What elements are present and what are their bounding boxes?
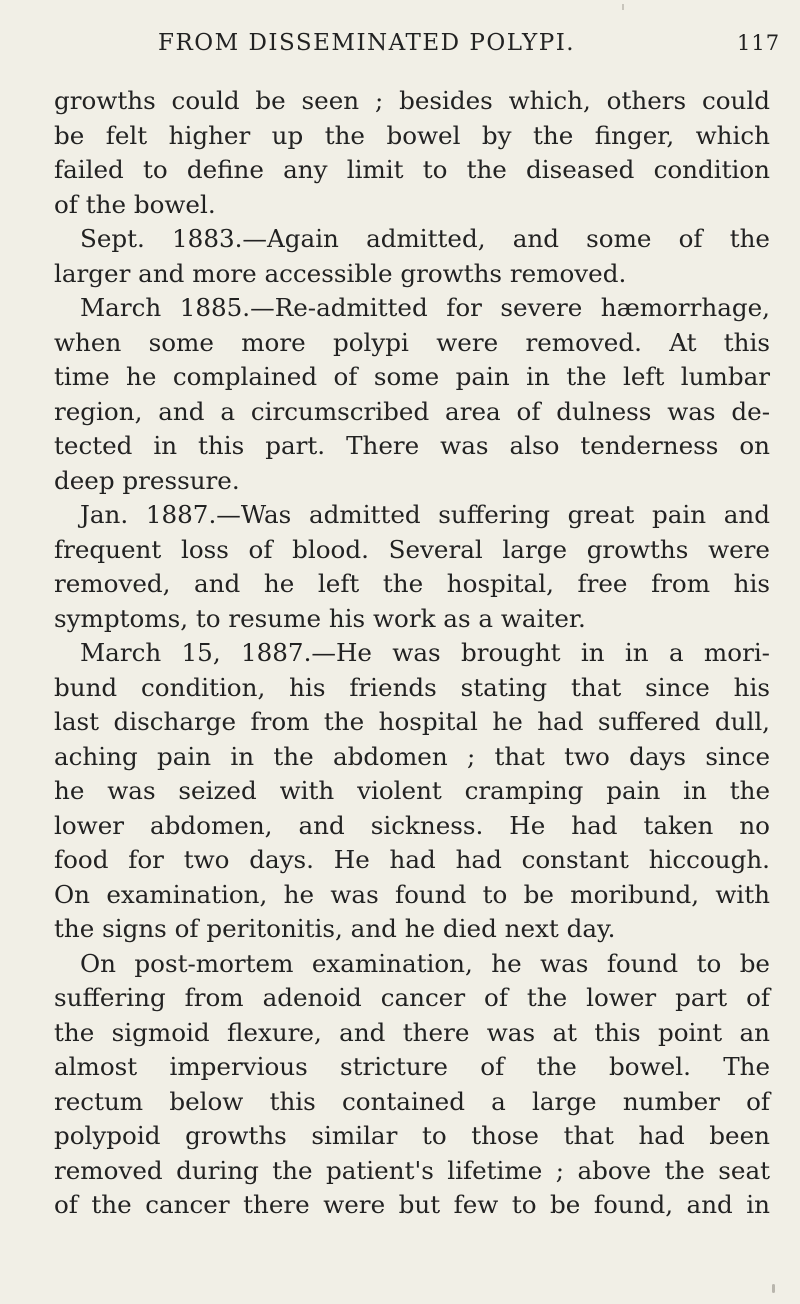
text-line: aching pain in the abdomen ; that two days since [54, 741, 770, 771]
text-line: March 1885.—Re-admitted for severe hæmorrhage, [80, 293, 770, 322]
page-number: 117 [737, 31, 781, 55]
text-line: removed during the patient's lifetime ; above the seat [54, 1155, 770, 1185]
text-line: symptoms, to resume his work as a waiter. [54, 603, 586, 633]
text-line: On examination, he was found to be moribund, with [54, 879, 770, 909]
text-line: when some more polypi were removed. At this [54, 327, 770, 357]
text-line: food for two days. He had had constant hiccough. [54, 845, 770, 874]
text-line: deep pressure. [54, 465, 240, 495]
text-line: Jan. 1887.—Was admitted suffering great pain and [80, 500, 770, 529]
paper-speck [622, 4, 624, 10]
text-line: lower abdomen, and sickness. He had taken no [54, 810, 770, 840]
text-line: March 15, 1887.—He was brought in in a mori- [80, 638, 770, 667]
text-line: be felt higher up the bowel by the finger, which [54, 120, 770, 150]
text-line: the sigmoid flexure, and there was at this point an [54, 1017, 770, 1047]
text-line: rectum below this contained a large number of [54, 1086, 770, 1116]
text-line: almost impervious stricture of the bowel. The [54, 1052, 770, 1081]
body-text [54, 84, 770, 1223]
running-title: FROM DISSEMINATED POLYPI. [158, 30, 576, 56]
paper-speck [772, 1284, 775, 1293]
text-line: of the bowel. [54, 189, 216, 219]
text-line: suffering from adenoid cancer of the lower part of [54, 983, 770, 1012]
running-head [0, 30, 800, 64]
text-line: On post-mortem examination, he was found to be [80, 948, 770, 978]
text-line: growths could be seen ; besides which, others could [54, 86, 770, 115]
text-line: time he complained of some pain in the left lumbar [54, 362, 770, 391]
text-line: removed, and he left the hospital, free from his [54, 569, 770, 598]
text-line: frequent loss of blood. Several large growths were [54, 534, 770, 564]
text-line: polypoid growths similar to those that had been [54, 1121, 770, 1150]
text-line: the signs of peritonitis, and he died next day. [54, 914, 616, 943]
text-line: failed to define any limit to the diseased condition [54, 155, 770, 184]
text-line: larger and more accessible growths removed. [54, 258, 627, 288]
text-line: he was seized with violent cramping pain in the [54, 776, 770, 805]
text-line: of the cancer there were but few to be found, and in [54, 1190, 770, 1219]
text-line: last discharge from the hospital he had suffered dull, [54, 707, 770, 736]
text-line: bund condition, his friends stating that since his [54, 672, 770, 702]
text-line: tected in this part. There was also tenderness on [54, 431, 770, 460]
text-line: region, and a circumscribed area of dulness was de- [54, 396, 770, 426]
text-line: Sept. 1883.—Again admitted, and some of the [80, 224, 770, 253]
